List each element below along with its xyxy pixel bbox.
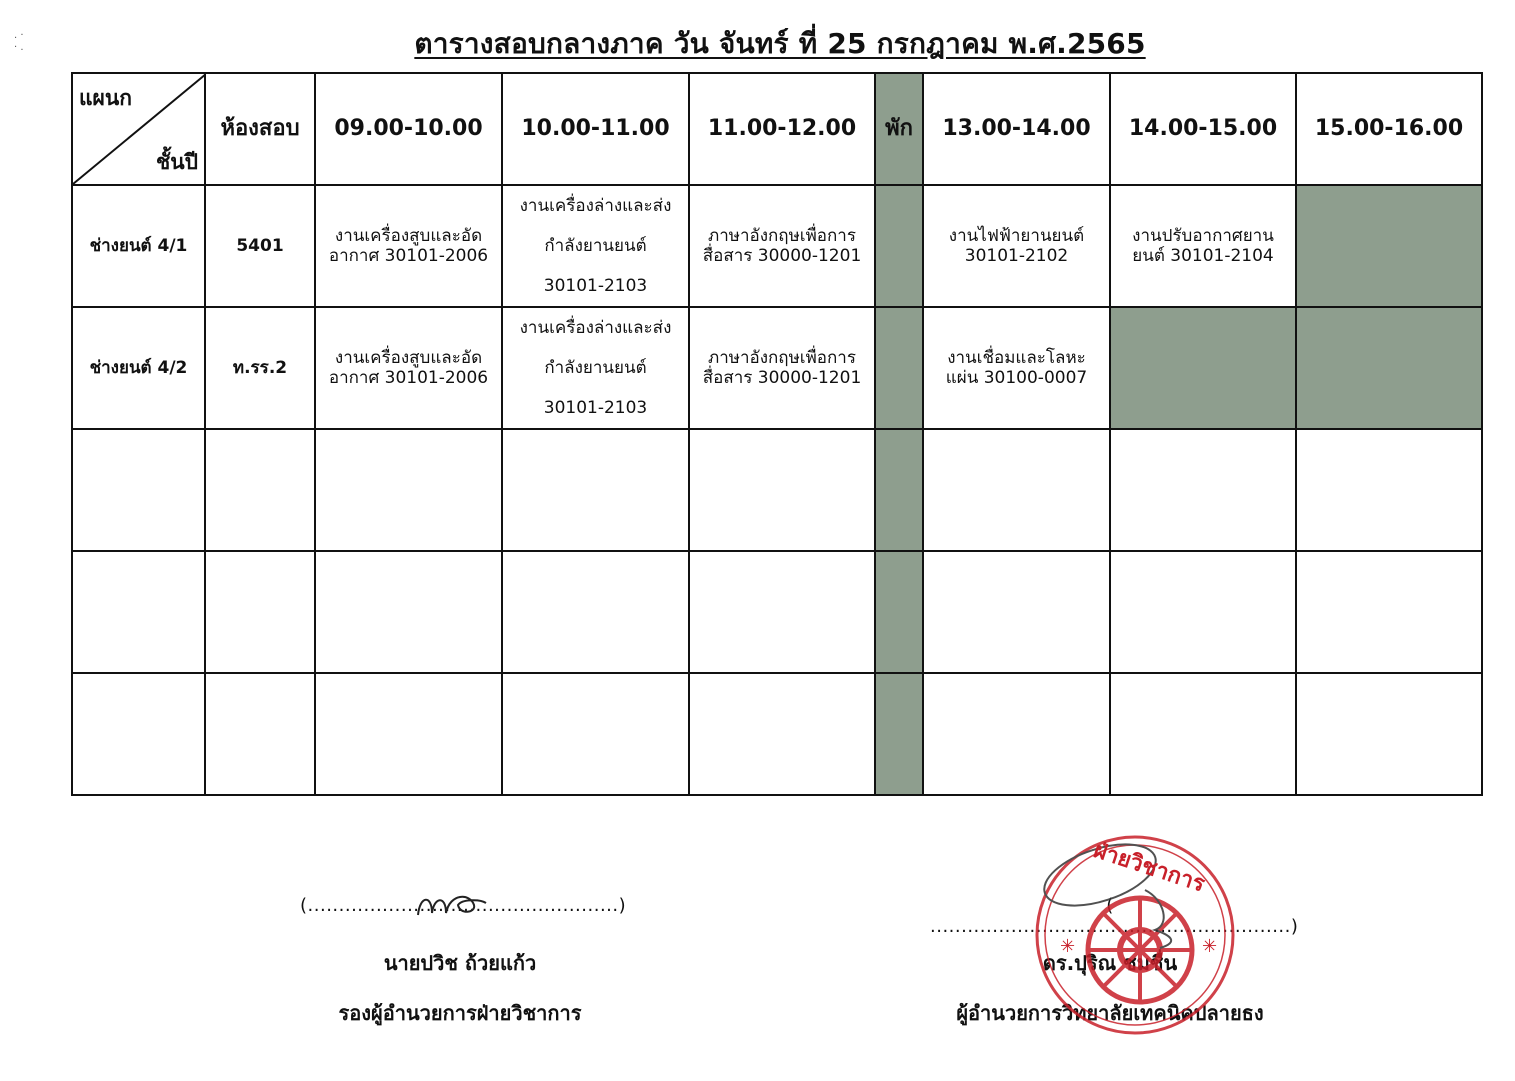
signature-line bbox=[300, 895, 627, 935]
signer-name: นายปวิช ถ้วยแก้ว bbox=[383, 951, 537, 975]
subject-line: แผ่น 30100-0007 bbox=[945, 368, 1088, 388]
table-row bbox=[72, 673, 1482, 795]
empty-cell bbox=[689, 429, 875, 551]
subject-cell bbox=[923, 307, 1110, 429]
empty-cell bbox=[1110, 429, 1296, 551]
subject-line: งานเครื่องสูบและอัด bbox=[334, 226, 483, 246]
slot-header-3: 11.00-12.00 bbox=[689, 73, 875, 185]
subject-line: กำลังยานยนต์ bbox=[544, 236, 647, 256]
shaded-cell bbox=[1296, 185, 1482, 307]
empty-cell bbox=[689, 551, 875, 673]
room-cell: 5401 bbox=[205, 185, 315, 307]
empty-cell bbox=[923, 673, 1110, 795]
empty-cell bbox=[205, 673, 315, 795]
subject-line: กำลังยานยนต์ bbox=[544, 358, 647, 378]
slot-header-1: 09.00-10.00 bbox=[315, 73, 502, 185]
signer-position: รองผู้อำนวยการฝ่ายวิชาการ bbox=[338, 1001, 582, 1025]
break-cell bbox=[875, 185, 923, 307]
signature-dots: (..................................................) bbox=[300, 895, 627, 916]
department-cell: ช่างยนต์ 4/1 bbox=[72, 185, 205, 307]
empty-cell bbox=[315, 673, 502, 795]
break-header: พัก bbox=[875, 73, 923, 185]
empty-cell bbox=[205, 429, 315, 551]
department-cell: ช่างยนต์ 4/2 bbox=[72, 307, 205, 429]
table-row bbox=[72, 185, 1482, 307]
shaded-cell bbox=[1296, 307, 1482, 429]
subject-line: งานเครื่องสูบและอัด bbox=[334, 348, 483, 368]
empty-cell bbox=[1110, 673, 1296, 795]
room-cell: ท.รร.2 bbox=[205, 307, 315, 429]
subject-line: ยนต์ 30101-2104 bbox=[1132, 246, 1274, 266]
subject-line: งานเครื่องล่างและส่ง bbox=[519, 196, 672, 216]
empty-cell bbox=[205, 551, 315, 673]
subject-line: อากาศ 30101-2006 bbox=[328, 246, 489, 266]
room-header: ห้องสอบ bbox=[205, 73, 315, 185]
slot-header-2: 10.00-11.00 bbox=[502, 73, 689, 185]
subject-line: ภาษาอังกฤษเพื่อการ bbox=[707, 226, 856, 246]
subject-line: สื่อสาร 30000-1201 bbox=[702, 368, 862, 388]
slot-header-6: 14.00-15.00 bbox=[1110, 73, 1296, 185]
empty-cell bbox=[502, 551, 689, 673]
subject-cell bbox=[923, 185, 1110, 307]
empty-cell bbox=[689, 673, 875, 795]
subject-line: 30101-2103 bbox=[543, 398, 648, 418]
break-cell bbox=[875, 673, 923, 795]
subject-line: งานเครื่องล่างและส่ง bbox=[519, 318, 672, 338]
empty-cell bbox=[72, 429, 205, 551]
subject-cell bbox=[315, 185, 502, 307]
signer-position: ผู้อำนวยการวิทยาลัยเทคนิคปลายธง bbox=[956, 1001, 1264, 1025]
subject-cell bbox=[689, 307, 875, 429]
empty-cell bbox=[315, 429, 502, 551]
empty-cell bbox=[1296, 429, 1482, 551]
signer-name: ดร.ปุริณ ชมชื่น bbox=[1042, 951, 1178, 975]
subject-line: 30101-2103 bbox=[543, 276, 648, 296]
corner-header-cell bbox=[72, 73, 205, 185]
svg-text:✳: ✳ bbox=[1060, 936, 1076, 957]
subject-cell bbox=[315, 307, 502, 429]
subject-cell bbox=[502, 307, 689, 429]
subject-line: 30101-2102 bbox=[964, 246, 1069, 266]
empty-cell bbox=[1296, 673, 1482, 795]
empty-cell bbox=[315, 551, 502, 673]
scan-specks: . · · . bbox=[14, 30, 24, 53]
subject-cell bbox=[1110, 185, 1296, 307]
department-header: แผนก bbox=[79, 86, 132, 110]
table-row bbox=[72, 551, 1482, 673]
subject-line: ภาษาอังกฤษเพื่อการ bbox=[707, 348, 856, 368]
empty-cell bbox=[923, 551, 1110, 673]
break-cell bbox=[875, 429, 923, 551]
year-header: ชั้นปี bbox=[156, 150, 198, 174]
signature-block-left bbox=[300, 895, 627, 1029]
signature-dots: ( ..........................................................) bbox=[930, 895, 1299, 937]
subject-cell bbox=[502, 185, 689, 307]
empty-cell bbox=[923, 429, 1110, 551]
table-row bbox=[72, 429, 1482, 551]
empty-cell bbox=[502, 429, 689, 551]
seal-text: ฝ่ายวิชาการ bbox=[1090, 838, 1208, 898]
page-title: ตารางสอบกลางภาค วัน จันทร์ ที่ 25 กรกฎาคม พ.ศ.2565 bbox=[414, 27, 1146, 60]
empty-cell bbox=[502, 673, 689, 795]
subject-line: งานเชื่อมและโลหะ bbox=[947, 348, 1086, 368]
empty-cell bbox=[72, 673, 205, 795]
slot-header-7: 15.00-16.00 bbox=[1296, 73, 1482, 185]
table-row bbox=[72, 307, 1482, 429]
svg-text:✳: ✳ bbox=[1202, 936, 1218, 957]
shaded-cell bbox=[1110, 307, 1296, 429]
exam-schedule-table bbox=[71, 72, 1483, 796]
slot-header-5: 13.00-14.00 bbox=[923, 73, 1110, 185]
subject-line: อากาศ 30101-2006 bbox=[328, 368, 489, 388]
break-cell bbox=[875, 307, 923, 429]
subject-line: งานปรับอากาศยาน bbox=[1132, 226, 1274, 246]
empty-cell bbox=[1296, 551, 1482, 673]
header-row bbox=[72, 73, 1482, 185]
empty-cell bbox=[1110, 551, 1296, 673]
subject-line: งานไฟฟ้ายานยนต์ bbox=[948, 226, 1085, 246]
handwritten-signature bbox=[410, 885, 490, 925]
official-seal-stamp bbox=[1030, 830, 1240, 1040]
break-cell bbox=[875, 551, 923, 673]
subject-line: สื่อสาร 30000-1201 bbox=[702, 246, 862, 266]
empty-cell bbox=[72, 551, 205, 673]
subject-cell bbox=[689, 185, 875, 307]
